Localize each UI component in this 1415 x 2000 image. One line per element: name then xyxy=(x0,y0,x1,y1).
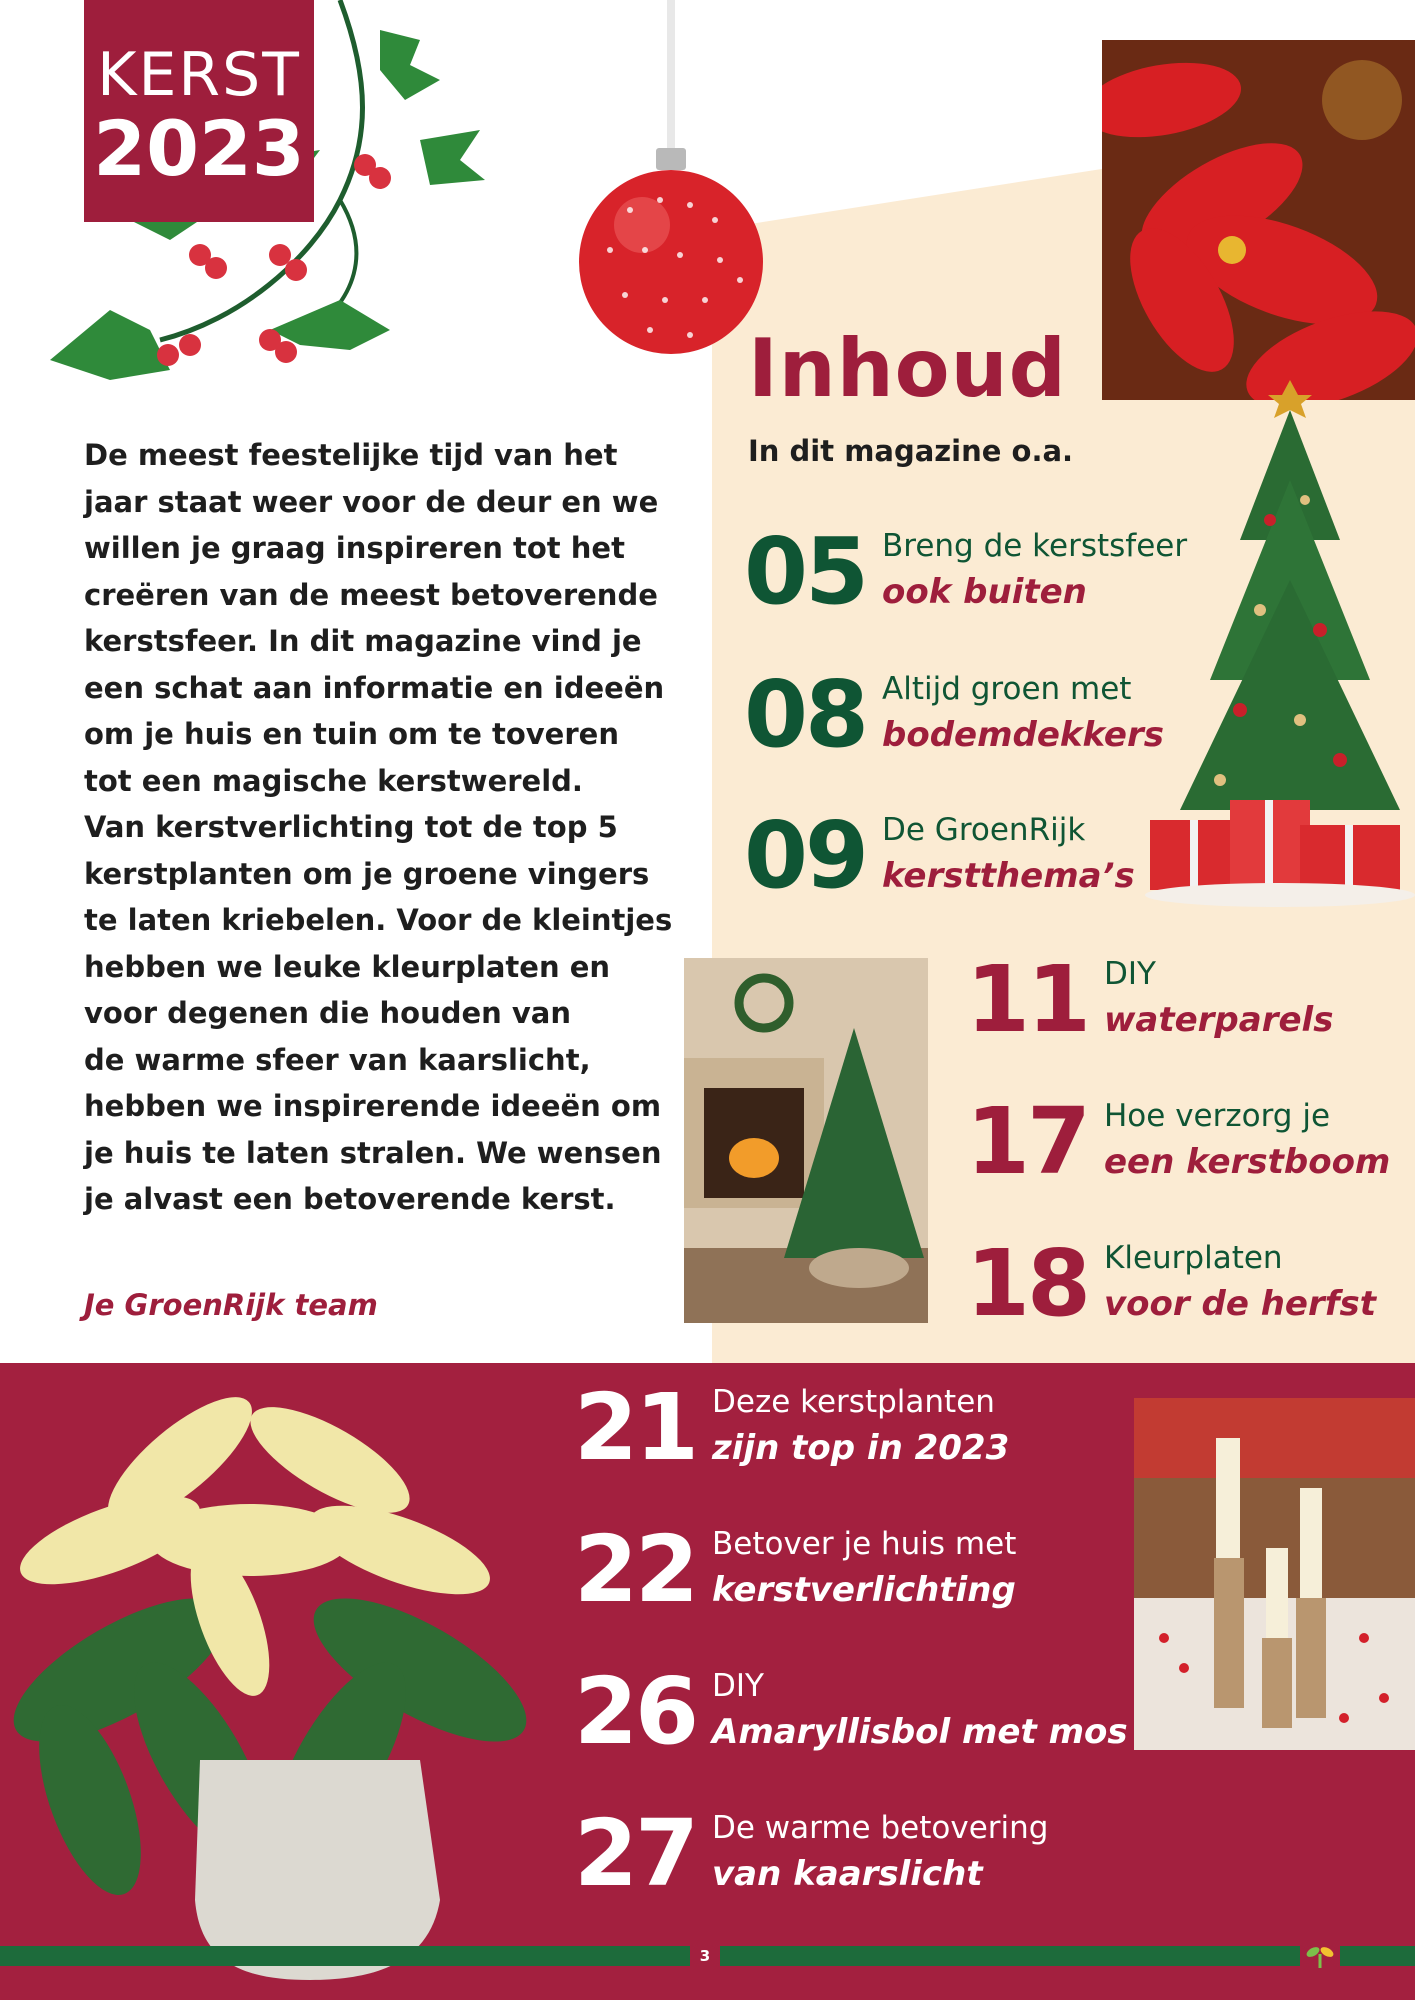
toc-line1: De GroenRijk xyxy=(882,812,1086,848)
fireplace-tree-photo xyxy=(684,958,928,1323)
kerst-label xyxy=(84,0,314,222)
toc-page-number: 11 xyxy=(966,946,1089,1053)
intro-text: De meest feestelijke tijd van het jaar staat weer voor de deur en we willen je graag inspireren tot het creëren van de meest betoverende kerstsfeer. In dit magazine vind je een schat aan informatie en ideeën om je huis en tuin om te toveren tot een magische kerstwereld. Van kerstverlichting tot de top 5 kerstplanten om je groene vingers te laten kriebelen. Voor de kleintjes hebben we leuke kleurplaten en voor degenen die houden van de warme sfeer van kaarslicht, hebben we inspirerende ideeën om je huis te laten stralen. We wensen je alvast een betoverende kerst. xyxy=(84,438,673,1216)
toc-line1: Altijd groen met xyxy=(882,671,1132,707)
toc-line2: Amaryllisbol met mos xyxy=(712,1712,1128,1752)
toc-page-number: 22 xyxy=(574,1516,697,1623)
toc-line1: Breng de kerstsfeer xyxy=(882,528,1188,564)
toc-line1: Betover je huis met xyxy=(712,1526,1017,1562)
toc-line1: Deze kerstplanten xyxy=(712,1384,995,1420)
christmas-bauble-illustration xyxy=(570,0,770,370)
toc-line2: een kerstboom xyxy=(1104,1142,1391,1182)
white-poinsettia-illustration xyxy=(0,1340,600,1980)
toc-page-number: 05 xyxy=(744,518,867,625)
toc-page-number: 17 xyxy=(966,1088,1089,1195)
toc-line1: De warme betovering xyxy=(712,1810,1049,1846)
toc-line2: zijn top in 2023 xyxy=(712,1428,1010,1468)
toc-line1: DIY xyxy=(712,1668,764,1704)
toc-line2: waterparels xyxy=(1104,1000,1334,1040)
toc-line2: kerstthema’s xyxy=(882,856,1135,896)
toc-line2: voor de herfst xyxy=(1104,1284,1377,1324)
toc-page-number: 27 xyxy=(574,1800,697,1907)
toc-line1: Hoe verzorg je xyxy=(1104,1098,1331,1134)
toc-line2: van kaarslicht xyxy=(712,1854,983,1894)
toc-line1: Kleurplaten xyxy=(1104,1240,1283,1276)
signature: Je GroenRijk team xyxy=(84,1288,378,1322)
page-number: 3 xyxy=(690,1943,720,1969)
toc-page-number: 09 xyxy=(744,802,867,909)
toc-line2: bodemdekkers xyxy=(882,715,1164,755)
toc-page-number: 18 xyxy=(966,1230,1089,1337)
kerst-word: KERST xyxy=(97,40,301,110)
toc-line2: ook buiten xyxy=(882,572,1087,612)
contents-subtitle: In dit magazine o.a. xyxy=(748,434,1074,468)
toc-page-number: 26 xyxy=(574,1658,697,1765)
toc-line1: DIY xyxy=(1104,956,1156,992)
contents-title: Inhoud xyxy=(748,322,1067,415)
kerst-year: 2023 xyxy=(93,104,305,193)
toc-line2: kerstverlichting xyxy=(712,1570,1016,1610)
christmas-tree-illustration xyxy=(1140,380,1415,920)
groenrijk-logo-icon xyxy=(1300,1940,1340,1972)
toc-page-number: 21 xyxy=(574,1374,697,1481)
toc-page-number: 08 xyxy=(744,661,867,768)
candles-photo xyxy=(1134,1398,1415,1750)
poinsettia-photo xyxy=(1102,40,1415,400)
